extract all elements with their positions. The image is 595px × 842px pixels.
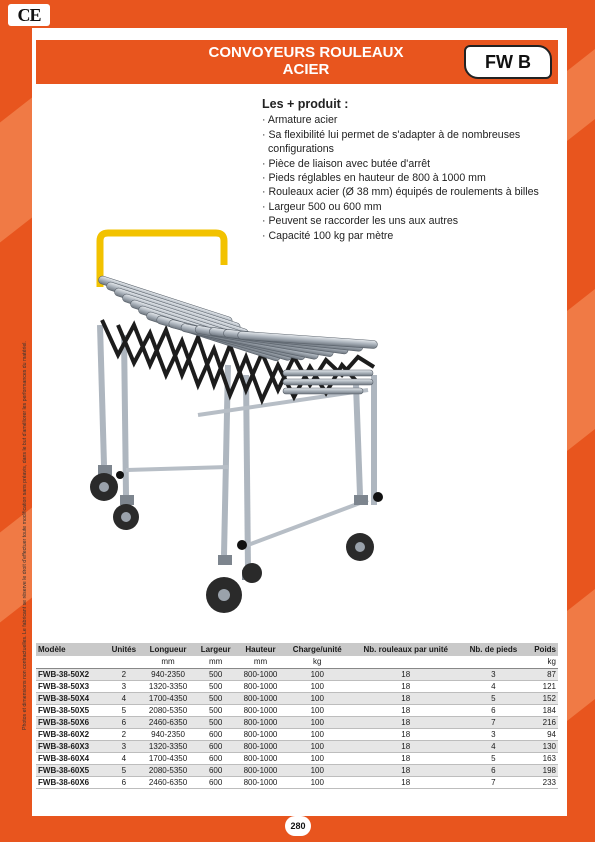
- table-cell: FWB-38-60X3: [36, 740, 106, 752]
- table-cell: 6: [106, 716, 142, 728]
- table-cell: 100: [284, 728, 350, 740]
- features-title: Les + produit :: [262, 97, 349, 111]
- table-cell: 6: [461, 704, 526, 716]
- feature-item: · Pièce de liaison avec butée d'arrêt: [262, 157, 562, 171]
- table-row: [36, 692, 558, 704]
- table-cell: 500: [195, 692, 237, 704]
- table-cell: 1320-3350: [142, 680, 195, 692]
- page-title-line2: ACIER: [282, 61, 330, 78]
- table-cell: 18: [350, 752, 461, 764]
- page-title: [186, 44, 426, 78]
- table-cell: 800-1000: [237, 764, 284, 776]
- table-row: [36, 740, 558, 752]
- column-header: Unités: [106, 643, 142, 656]
- column-header: Largeur: [195, 643, 237, 656]
- table-cell: 800-1000: [237, 704, 284, 716]
- feature-item: · Capacité 100 kg par mètre: [262, 229, 562, 243]
- page-title-line1: CONVOYEURS ROULEAUX: [208, 44, 404, 61]
- table-cell: 7: [461, 776, 526, 788]
- feature-item: · Peuvent se raccorder les uns aux autres: [262, 214, 562, 228]
- column-header: Nb. de pieds: [461, 643, 526, 656]
- unit-cell: [106, 656, 142, 668]
- table-row: [36, 680, 558, 692]
- table-cell: 500: [195, 668, 237, 680]
- table-cell: 800-1000: [237, 680, 284, 692]
- table-row: [36, 668, 558, 680]
- table-cell: 5: [106, 704, 142, 716]
- column-header: Longueur: [142, 643, 195, 656]
- table-cell: 100: [284, 716, 350, 728]
- table-cell: 100: [284, 740, 350, 752]
- table-cell: 100: [284, 680, 350, 692]
- features-list: [262, 113, 562, 243]
- table-cell: 100: [284, 764, 350, 776]
- table-cell: FWB-38-60X5: [36, 764, 106, 776]
- table-cell: 100: [284, 776, 350, 788]
- table-cell: FWB-38-50X5: [36, 704, 106, 716]
- table-cell: FWB-38-50X6: [36, 716, 106, 728]
- table-cell: 233: [526, 776, 558, 788]
- table-row: [36, 776, 558, 788]
- table-cell: 18: [350, 680, 461, 692]
- table-cell: 800-1000: [237, 716, 284, 728]
- table-cell: 2460-6350: [142, 776, 195, 788]
- frame-stripe: [567, 289, 595, 451]
- table-cell: 121: [526, 680, 558, 692]
- table-cell: FWB-38-50X3: [36, 680, 106, 692]
- table-row: [36, 752, 558, 764]
- table-cell: FWB-38-60X6: [36, 776, 106, 788]
- table-cell: 18: [350, 776, 461, 788]
- table-cell: 163: [526, 752, 558, 764]
- table-cell: 3: [461, 668, 526, 680]
- table-cell: 2080-5350: [142, 764, 195, 776]
- product-code-badge: FW B: [464, 45, 552, 79]
- table-cell: 6: [106, 776, 142, 788]
- specifications-table: [36, 643, 558, 789]
- table-cell: 500: [195, 680, 237, 692]
- page-number: 280: [285, 816, 311, 836]
- table-cell: 3: [106, 740, 142, 752]
- table-cell: 5: [461, 752, 526, 764]
- table-row: [36, 728, 558, 740]
- table-cell: FWB-38-60X2: [36, 728, 106, 740]
- table-cell: 2: [106, 668, 142, 680]
- unit-cell: mm: [195, 656, 237, 668]
- table-cell: 2: [106, 728, 142, 740]
- table-cell: 1700-4350: [142, 692, 195, 704]
- table-cell: FWB-38-50X4: [36, 692, 106, 704]
- table-row: [36, 764, 558, 776]
- column-header: Nb. rouleaux par unité: [350, 643, 461, 656]
- table-cell: 800-1000: [237, 752, 284, 764]
- title-bar: [36, 40, 558, 84]
- unit-cell: [350, 656, 461, 668]
- table-cell: 800-1000: [237, 740, 284, 752]
- table-cell: 87: [526, 668, 558, 680]
- table-cell: 18: [350, 740, 461, 752]
- table-cell: 940-2350: [142, 668, 195, 680]
- unit-cell: mm: [142, 656, 195, 668]
- table-cell: FWB-38-60X4: [36, 752, 106, 764]
- unit-cell: kg: [526, 656, 558, 668]
- frame-top: [0, 0, 595, 28]
- unit-cell: [461, 656, 526, 668]
- table-row: [36, 704, 558, 716]
- table-cell: 18: [350, 716, 461, 728]
- table-cell: 7: [461, 716, 526, 728]
- table-cell: 800-1000: [237, 668, 284, 680]
- feature-item: · Sa flexibilité lui permet de s'adapter à de nombreuses configurations: [262, 128, 562, 157]
- feature-item: · Largeur 500 ou 600 mm: [262, 200, 562, 214]
- table-cell: FWB-38-50X2: [36, 668, 106, 680]
- table-cell: 18: [350, 764, 461, 776]
- table-cell: 800-1000: [237, 728, 284, 740]
- table-cell: 216: [526, 716, 558, 728]
- disclaimer-note: Photos et dimensions non contractuelles. Le fabricant se réserve le droit d'effectuer toute modification sans préavis, dans le but d'améliorer les performances du matériel.: [22, 341, 28, 730]
- table-cell: 6: [461, 764, 526, 776]
- table-cell: 5: [461, 692, 526, 704]
- feature-item: · Pieds réglables en hauteur de 800 à 1000 mm: [262, 171, 562, 185]
- table-cell: 100: [284, 692, 350, 704]
- table-cell: 4: [106, 692, 142, 704]
- table-cell: 18: [350, 704, 461, 716]
- table-cell: 2460-6350: [142, 716, 195, 728]
- table-cell: 600: [195, 776, 237, 788]
- column-header: Modèle: [36, 643, 106, 656]
- column-header: Hauteur: [237, 643, 284, 656]
- table-cell: 600: [195, 764, 237, 776]
- table-cell: 5: [106, 764, 142, 776]
- table-cell: 94: [526, 728, 558, 740]
- column-header: Charge/unité: [284, 643, 350, 656]
- flexible-roller-conveyor-image: [78, 225, 398, 625]
- table-cell: 18: [350, 728, 461, 740]
- features-block: [262, 97, 562, 243]
- unit-cell: mm: [237, 656, 284, 668]
- table-cell: 198: [526, 764, 558, 776]
- table-cell: 152: [526, 692, 558, 704]
- unit-cell: kg: [284, 656, 350, 668]
- table-cell: 100: [284, 704, 350, 716]
- table-cell: 1700-4350: [142, 752, 195, 764]
- table-cell: 600: [195, 728, 237, 740]
- table-cell: 800-1000: [237, 776, 284, 788]
- table-cell: 4: [461, 680, 526, 692]
- table-cell: 2080-5350: [142, 704, 195, 716]
- table-cell: 600: [195, 752, 237, 764]
- table-header-row: [36, 643, 558, 656]
- column-header: Poids: [526, 643, 558, 656]
- table-cell: 940-2350: [142, 728, 195, 740]
- feature-item: · Rouleaux acier (Ø 38 mm) équipés de roulements à billes: [262, 185, 562, 199]
- table-cell: 800-1000: [237, 692, 284, 704]
- table-cell: 18: [350, 692, 461, 704]
- table-cell: 18: [350, 668, 461, 680]
- table-row: [36, 716, 558, 728]
- table-cell: 1320-3350: [142, 740, 195, 752]
- table-cell: 100: [284, 668, 350, 680]
- ce-mark: CE: [8, 4, 50, 26]
- table-cell: 184: [526, 704, 558, 716]
- table-cell: 3: [106, 680, 142, 692]
- unit-cell: [36, 656, 106, 668]
- table-cell: 130: [526, 740, 558, 752]
- table-cell: 4: [461, 740, 526, 752]
- table-cell: 100: [284, 752, 350, 764]
- feature-item: · Armature acier: [262, 113, 562, 127]
- table-cell: 600: [195, 740, 237, 752]
- table-cell: 3: [461, 728, 526, 740]
- table-cell: 4: [106, 752, 142, 764]
- table-cell: 500: [195, 704, 237, 716]
- frame-stripe: [567, 589, 595, 721]
- table-cell: 500: [195, 716, 237, 728]
- units-row: [36, 656, 558, 668]
